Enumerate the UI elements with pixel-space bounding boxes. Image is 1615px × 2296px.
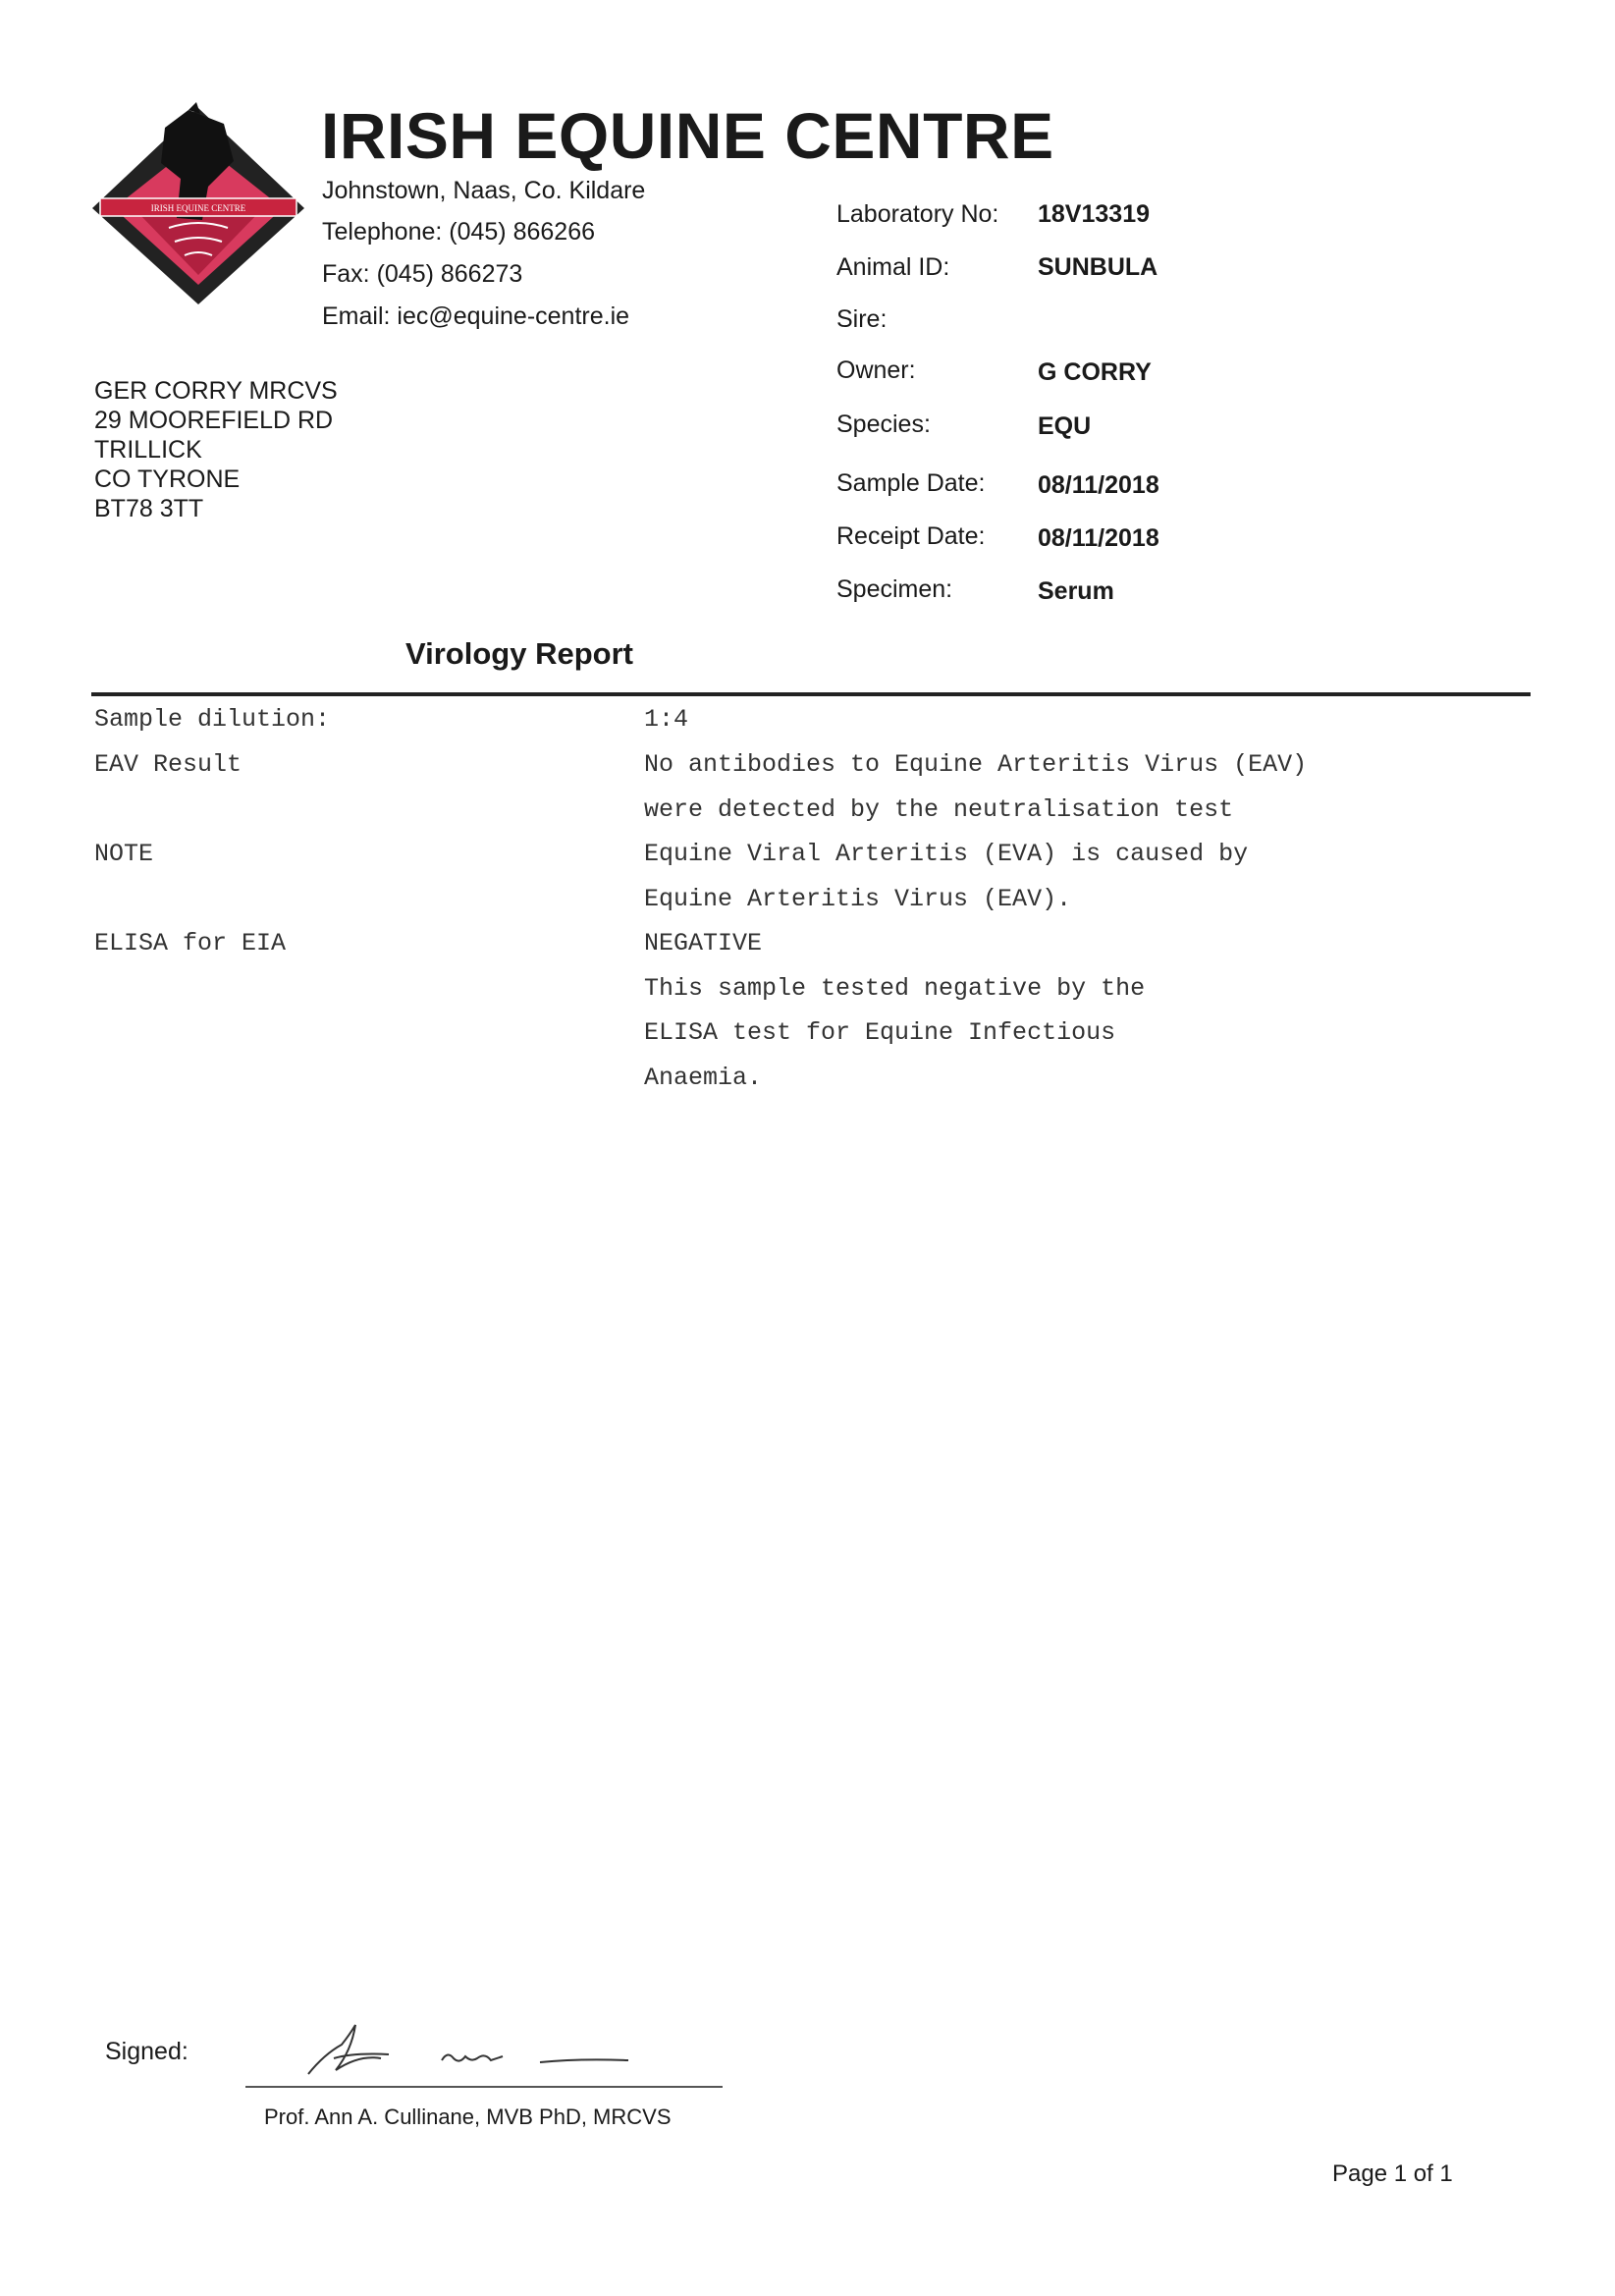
result-label: EAV Result bbox=[94, 750, 242, 779]
recipient-line: 29 MOOREFIELD RD bbox=[94, 407, 334, 434]
animal-id-label: Animal ID: bbox=[836, 253, 950, 281]
specimen-label: Specimen: bbox=[836, 575, 953, 603]
specimen-value: Serum bbox=[1038, 577, 1114, 605]
result-value-line: This sample tested negative by the bbox=[644, 974, 1146, 1003]
receipt-date-label: Receipt Date: bbox=[836, 522, 986, 550]
title-divider bbox=[91, 692, 1531, 696]
result-label: ELISA for EIA bbox=[94, 929, 287, 957]
result-value-line: No antibodies to Equine Arteritis Virus (EAV) bbox=[644, 750, 1308, 779]
org-name: IRISH EQUINE CENTRE bbox=[321, 99, 1054, 172]
species-label: Species: bbox=[836, 410, 931, 438]
sample-date-value: 08/11/2018 bbox=[1038, 471, 1159, 499]
sire-label: Sire: bbox=[836, 305, 888, 333]
result-value-line: were detected by the neutralisation test bbox=[644, 795, 1234, 824]
recipient-line: GER CORRY MRCVS bbox=[94, 377, 338, 405]
result-value-line: ELISA test for Equine Infectious bbox=[644, 1018, 1116, 1047]
org-address: Johnstown, Naas, Co. Kildare bbox=[322, 177, 646, 204]
lab-no-value: 18V13319 bbox=[1038, 200, 1151, 228]
org-telephone: Telephone: (045) 866266 bbox=[322, 218, 596, 246]
signature-line bbox=[245, 2086, 723, 2088]
species-value: EQU bbox=[1038, 412, 1092, 440]
result-label: NOTE bbox=[94, 840, 154, 868]
report-title: Virology Report bbox=[405, 636, 633, 671]
result-value-line: 1:4 bbox=[644, 705, 689, 734]
result-value-line: Anaemia. bbox=[644, 1064, 763, 1092]
page-number: Page 1 of 1 bbox=[1332, 2160, 1453, 2187]
logo bbox=[86, 102, 310, 308]
signature bbox=[295, 2015, 648, 2084]
org-fax: Fax: (045) 866273 bbox=[322, 260, 523, 288]
owner-label: Owner: bbox=[836, 356, 916, 384]
result-value-line: NEGATIVE bbox=[644, 929, 763, 957]
recipient-line: TRILLICK bbox=[94, 436, 202, 464]
signed-label: Signed: bbox=[105, 2038, 188, 2065]
recipient-line: CO TYRONE bbox=[94, 465, 241, 493]
owner-value: G CORRY bbox=[1038, 358, 1152, 386]
result-label: Sample dilution: bbox=[94, 705, 331, 734]
signatory-name: Prof. Ann A. Cullinane, MVB PhD, MRCVS bbox=[264, 2105, 672, 2129]
lab-no-label: Laboratory No: bbox=[836, 200, 999, 228]
logo-text: IRISH EQUINE CENTRE bbox=[150, 203, 246, 213]
recipient-line: BT78 3TT bbox=[94, 495, 204, 522]
receipt-date-value: 08/11/2018 bbox=[1038, 524, 1159, 552]
result-value-line: Equine Viral Arteritis (EVA) is caused by bbox=[644, 840, 1249, 868]
result-value-line: Equine Arteritis Virus (EAV). bbox=[644, 885, 1072, 913]
animal-id-value: SUNBULA bbox=[1038, 253, 1158, 281]
sample-date-label: Sample Date: bbox=[836, 469, 986, 497]
org-email: Email: iec@equine-centre.ie bbox=[322, 302, 630, 330]
